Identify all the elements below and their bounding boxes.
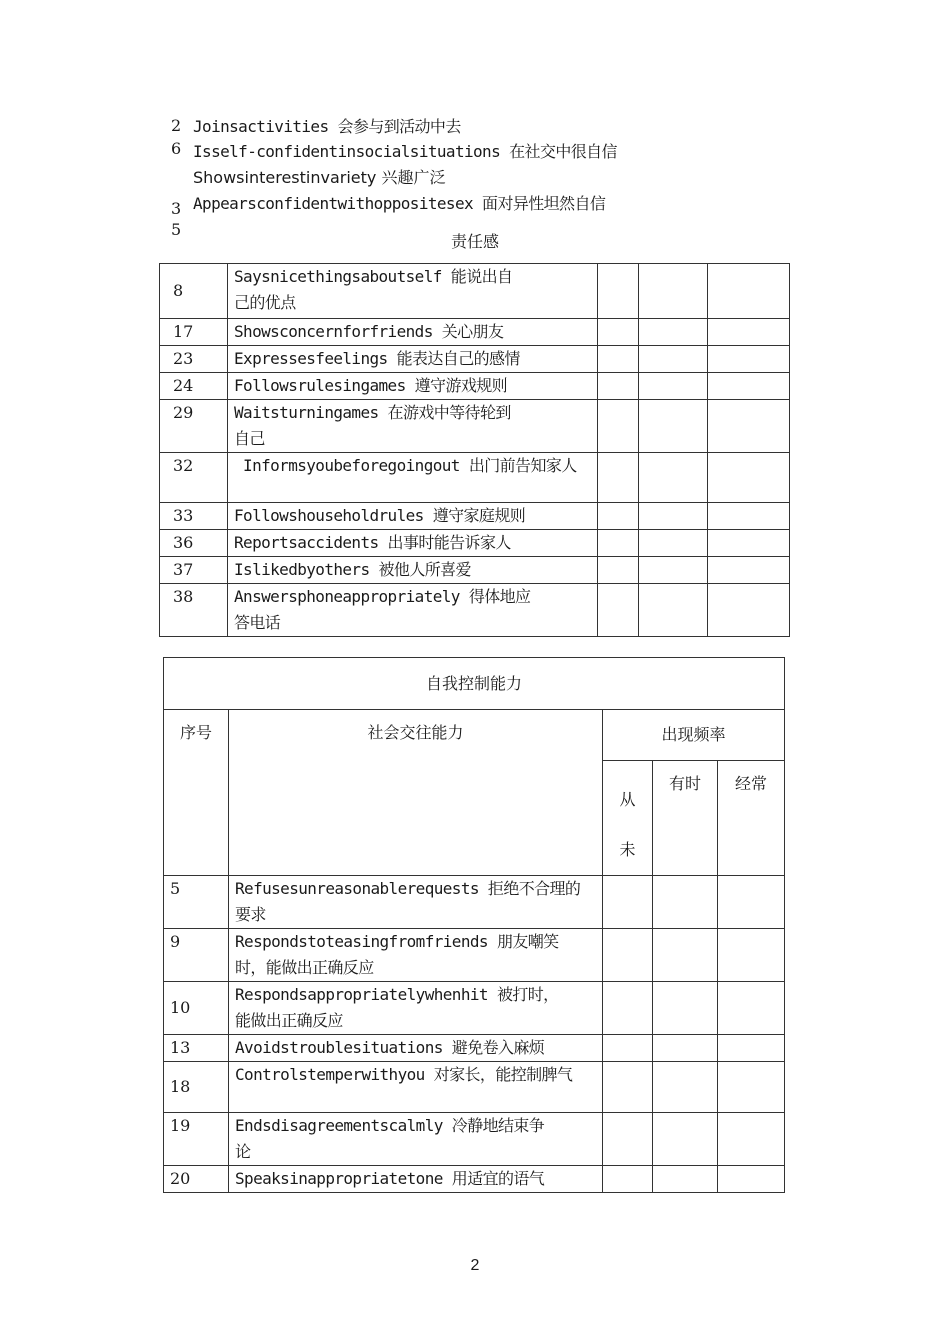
row-number: 8 (160, 264, 228, 319)
row-text: Expressesfeelings 能表达自己的感情 (228, 346, 598, 373)
table-row (160, 319, 790, 346)
freq-cell[interactable] (639, 319, 708, 346)
table-header-row (164, 710, 785, 761)
freq-cell[interactable] (653, 1166, 718, 1193)
table-row (164, 1166, 785, 1193)
self-control-table (163, 657, 785, 1193)
list-item: Isself-confidentinsocialsituations 在社交中很自信 (193, 142, 617, 161)
row-number: 20 (164, 1166, 229, 1193)
freq-cell[interactable] (708, 400, 790, 453)
table-row (160, 373, 790, 400)
row-text: Islikedbyothers 被他人所喜爱 (228, 557, 598, 584)
freq-cell[interactable] (718, 1113, 785, 1166)
freq-cell[interactable] (718, 876, 785, 929)
row-number: 37 (160, 557, 228, 584)
row-number: 33 (160, 503, 228, 530)
row-text: Refusesunreasonablerequests 拒绝不合理的 要求 (229, 876, 603, 929)
freq-cell[interactable] (708, 584, 790, 637)
freq-cell[interactable] (718, 929, 785, 982)
responsibility-table (159, 263, 790, 637)
freq-cell[interactable] (598, 530, 639, 557)
freq-cell[interactable] (598, 584, 639, 637)
freq-cell[interactable] (598, 453, 639, 503)
freq-cell[interactable] (718, 1062, 785, 1113)
header-never: 从 未 (603, 761, 653, 876)
freq-cell[interactable] (653, 1062, 718, 1113)
row-text: Showsconcernforfriends 关心朋友 (228, 319, 598, 346)
header-sometimes: 有时 (653, 761, 718, 876)
table-row (164, 1113, 785, 1166)
row-number: 38 (160, 584, 228, 637)
row-number: 36 (160, 530, 228, 557)
list-item: Joinsactivities 会参与到活动中去 (193, 117, 461, 136)
freq-cell[interactable] (653, 876, 718, 929)
row-text: Followsrulesingames 遵守游戏规则 (228, 373, 598, 400)
freq-cell[interactable] (708, 373, 790, 400)
freq-cell[interactable] (718, 1166, 785, 1193)
freq-cell[interactable] (708, 453, 790, 503)
row-text: Answersphoneappropriately 得体地应 答电话 (228, 584, 598, 637)
row-number: 24 (160, 373, 228, 400)
header-number: 序号 (164, 710, 229, 876)
freq-cell[interactable] (718, 982, 785, 1035)
table-row (160, 346, 790, 373)
header-frequency: 出现频率 (603, 710, 785, 761)
row-text: Followshouseholdrules 遵守家庭规则 (228, 503, 598, 530)
freq-cell[interactable] (639, 346, 708, 373)
freq-cell[interactable] (598, 557, 639, 584)
row-text: Saysnicethingsaboutself 能说出自 己的优点 (228, 264, 598, 319)
freq-cell[interactable] (718, 1035, 785, 1062)
row-text: Respondsappropriatelywhenhit 被打时， 能做出正确反应 (229, 982, 603, 1035)
table-row (164, 1062, 785, 1113)
freq-cell[interactable] (653, 929, 718, 982)
freq-cell[interactable] (598, 373, 639, 400)
freq-cell[interactable] (639, 264, 708, 319)
page-number: 2 (470, 1257, 480, 1274)
row-number: 23 (160, 346, 228, 373)
table-row (160, 264, 790, 319)
freq-cell[interactable] (708, 557, 790, 584)
freq-cell[interactable] (708, 319, 790, 346)
list-number-fragment: 5 (171, 220, 182, 239)
table-row (164, 929, 785, 982)
freq-cell[interactable] (603, 982, 653, 1035)
table-title: 自我控制能力 (164, 658, 785, 710)
row-text: Waitsturningames 在游戏中等待轮到 自己 (228, 400, 598, 453)
freq-cell[interactable] (598, 319, 639, 346)
row-number: 5 (164, 876, 229, 929)
freq-cell[interactable] (603, 1113, 653, 1166)
header-often: 经常 (718, 761, 785, 876)
freq-cell[interactable] (598, 503, 639, 530)
freq-cell[interactable] (708, 503, 790, 530)
row-number: 18 (164, 1062, 229, 1113)
freq-cell[interactable] (598, 346, 639, 373)
row-number: 19 (164, 1113, 229, 1166)
table-row (160, 400, 790, 453)
freq-cell[interactable] (653, 982, 718, 1035)
list-item: Showsinterestinvariety 兴趣广泛 (193, 168, 446, 187)
freq-cell[interactable] (639, 373, 708, 400)
table-row (160, 530, 790, 557)
freq-cell[interactable] (639, 503, 708, 530)
table-row (160, 557, 790, 584)
section-title: 责任感 (450, 232, 499, 251)
header-skill: 社会交往能力 (229, 710, 603, 876)
row-number: 17 (160, 319, 228, 346)
freq-cell[interactable] (603, 1062, 653, 1113)
row-number: 29 (160, 400, 228, 453)
freq-cell[interactable] (653, 1035, 718, 1062)
row-text: Endsdisagreementscalmly 冷静地结束争 论 (229, 1113, 603, 1166)
row-text: Avoidstroublesituations 避免卷入麻烦 (229, 1035, 603, 1062)
freq-cell[interactable] (598, 264, 639, 319)
row-number: 32 (160, 453, 228, 503)
freq-cell[interactable] (639, 453, 708, 503)
freq-cell[interactable] (708, 264, 790, 319)
list-number-fragment: 2 (171, 116, 182, 135)
list-number-fragment: 6 (171, 139, 182, 158)
freq-cell[interactable] (639, 557, 708, 584)
row-text: Speaksinappropriatetone 用适宜的语气 (229, 1166, 603, 1193)
freq-cell[interactable] (653, 1113, 718, 1166)
row-text: Informsyoubeforegoingout 出门前告知家人 (228, 453, 598, 503)
list-number-fragment: 3 (171, 199, 182, 218)
freq-cell[interactable] (708, 346, 790, 373)
table-row (160, 453, 790, 503)
row-number: 13 (164, 1035, 229, 1062)
table-title-row (164, 658, 785, 710)
list-item: Appearsconfidentwithoppositesex 面对异性坦然自信 (193, 194, 606, 213)
freq-cell[interactable] (639, 400, 708, 453)
row-text: Respondstoteasingfromfriends 朋友嘲笑 时，能做出正确反应 (229, 929, 603, 982)
table-row (164, 1035, 785, 1062)
row-text: Reportsaccidents 出事时能告诉家人 (228, 530, 598, 557)
freq-cell[interactable] (603, 876, 653, 929)
freq-cell[interactable] (639, 530, 708, 557)
table-row (164, 876, 785, 929)
table-row (160, 503, 790, 530)
freq-cell[interactable] (639, 584, 708, 637)
freq-cell[interactable] (603, 929, 653, 982)
row-text: Controlstemperwithyou 对家长，能控制脾气 (229, 1062, 603, 1113)
freq-cell[interactable] (708, 530, 790, 557)
table-row (160, 584, 790, 637)
freq-cell[interactable] (603, 1166, 653, 1193)
row-number: 10 (164, 982, 229, 1035)
freq-cell[interactable] (603, 1035, 653, 1062)
table-row (164, 982, 785, 1035)
freq-cell[interactable] (598, 400, 639, 453)
row-number: 9 (164, 929, 229, 982)
